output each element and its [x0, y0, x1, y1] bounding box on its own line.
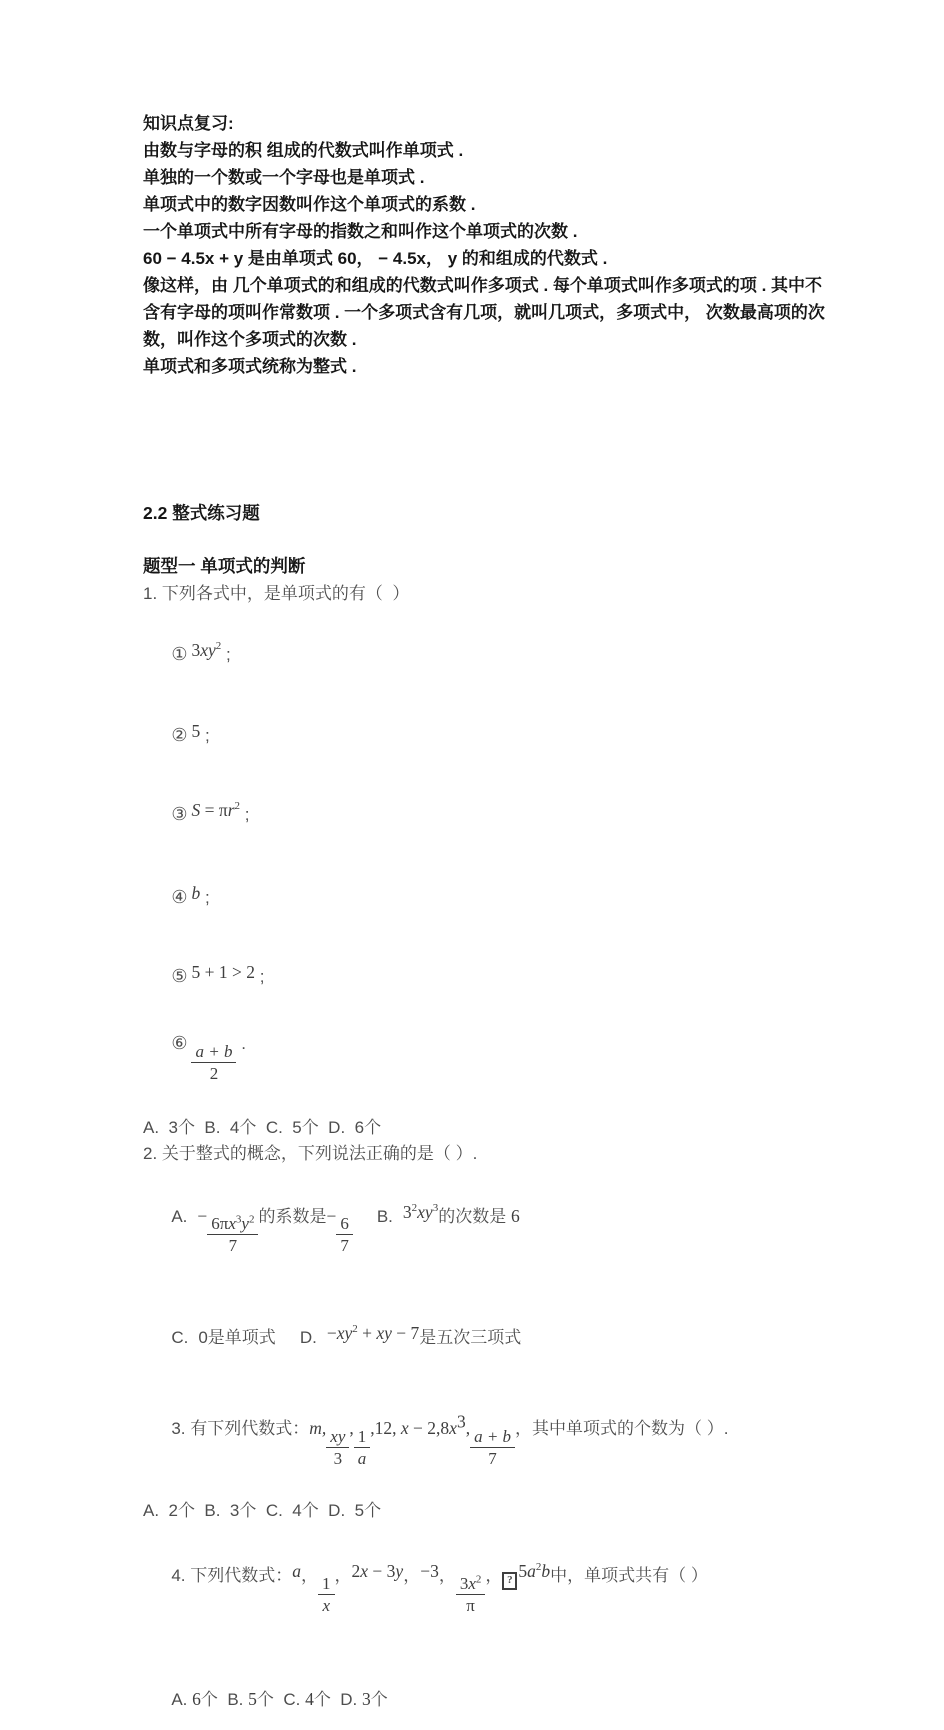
option-label-c: C. — [171, 1328, 189, 1348]
knowledge-title: 知识点复习: — [143, 114, 234, 133]
fraction-denominator: 7 — [488, 1449, 497, 1469]
math-number: 3 — [402, 1201, 412, 1222]
math-sign: − — [197, 1205, 208, 1226]
comma: ， — [334, 1566, 352, 1586]
math-variable: a — [292, 1561, 302, 1582]
math-operator: − 7 — [391, 1323, 420, 1344]
math-exponent: 2 — [215, 640, 222, 653]
math-exponent: 2 — [475, 1573, 482, 1586]
fraction-numerator: 6 — [336, 1214, 353, 1235]
option-b-text: 的次数是 — [438, 1206, 511, 1226]
math-run: − 2,8 — [408, 1418, 450, 1439]
math-variables: xy — [417, 1201, 433, 1222]
q1-item-3 — [143, 784, 827, 845]
q4-options — [143, 1665, 827, 1730]
fraction — [326, 1427, 349, 1468]
math-expression — [518, 1561, 550, 1582]
math-variable: x — [360, 1561, 369, 1582]
math-coefficient: 2 — [351, 1561, 361, 1582]
math-sign: − — [326, 1205, 337, 1226]
math-variable: b — [541, 1561, 551, 1582]
circled-number-2: ② — [171, 725, 188, 745]
q2-stem: 2. 关于整式的概念，下列说法正确的是（ ）. — [143, 1143, 478, 1163]
fraction — [191, 1042, 236, 1083]
q1-item-2 — [143, 705, 827, 766]
math-exponent: 2 — [234, 800, 241, 813]
punctuation: ; — [200, 726, 210, 745]
math-variable: y — [395, 1561, 404, 1582]
math-variable: m, — [309, 1418, 327, 1439]
comma: ， — [301, 1566, 319, 1586]
q1-item-5 — [143, 946, 827, 1007]
knowledge-line: 单独的一个数或一个字母也是单项式 . — [143, 168, 425, 187]
q1-item-1 — [143, 624, 827, 685]
fraction — [456, 1574, 486, 1615]
math-number: 6 — [510, 1205, 520, 1226]
math-expression — [191, 640, 221, 661]
fraction-denominator: 7 — [340, 1236, 349, 1256]
math-comma: , — [349, 1418, 354, 1439]
fraction — [318, 1574, 335, 1615]
math-variable: x — [468, 1573, 476, 1593]
option-label-a: A. — [171, 1689, 188, 1709]
fraction-numerator: a + b — [191, 1042, 236, 1063]
circled-number-4: ④ — [171, 887, 188, 907]
knowledge-line: 单项式中的数字因数叫作这个单项式的系数 . — [143, 195, 476, 214]
q1-options: A. 3个 B. 4个 C. 5个 D. 6个 — [143, 1117, 382, 1137]
option-d-unit: 个 — [370, 1689, 388, 1709]
q4-stem-row — [143, 1541, 827, 1635]
option-c-count: 4 — [305, 1688, 314, 1709]
math-exponent: 3 — [456, 1411, 466, 1432]
math-sign: − — [326, 1323, 337, 1344]
math-variables: xy — [376, 1323, 392, 1344]
math-expression — [191, 883, 200, 904]
fraction-numerator: xy — [326, 1427, 349, 1448]
math-variable: x — [228, 1214, 236, 1234]
math-coefficient: 5 — [518, 1561, 528, 1582]
math-expression — [191, 962, 255, 983]
fraction — [354, 1427, 371, 1468]
q3-options: A. 2个 B. 3个 C. 4个 D. 5个 — [143, 1501, 382, 1521]
punctuation: . — [236, 1034, 246, 1053]
option-d-text: 是五次三项式 — [419, 1328, 522, 1348]
knowledge-line: 60 − 4.5x + y 是由单项式 60， − 4.5x， y 的和组成的代数式 . — [143, 249, 608, 268]
circled-number-3: ③ — [171, 804, 188, 824]
section-title: 2.2 整式练习题 — [143, 503, 260, 523]
punctuation: ; — [240, 805, 250, 824]
math-comma: , — [465, 1418, 471, 1439]
fraction-numerator — [456, 1574, 486, 1595]
topic-title: 题型一 单项式的判断 — [143, 556, 306, 576]
fraction-denominator: π — [466, 1595, 475, 1615]
q4-lead-text: 下列代数式： — [190, 1566, 293, 1586]
fraction — [470, 1427, 515, 1468]
knowledge-line: 一个单项式中所有字母的指数之和叫作这个单项式的次数 . — [143, 222, 578, 241]
q2-options-cd-row — [143, 1303, 827, 1368]
math-operator: − 3 — [368, 1561, 396, 1582]
knowledge-line: 由数与字母的积 组成的代数式叫作单项式 . — [143, 141, 464, 160]
math-exponent: 2 — [535, 1561, 542, 1574]
circled-number-1: ① — [171, 644, 188, 664]
q2-options-ab-row — [143, 1182, 827, 1276]
math-expression — [191, 721, 200, 742]
math-exponent: 2 — [352, 1323, 358, 1336]
fraction — [336, 1214, 353, 1255]
option-a-count: 6 — [192, 1688, 201, 1709]
option-label-c: C. — [283, 1689, 301, 1709]
knowledge-section — [143, 110, 827, 380]
q3-number: 3. — [171, 1419, 186, 1439]
q1-item-4 — [143, 867, 827, 928]
fraction-denominator: 2 — [209, 1063, 219, 1083]
math-exponent: 2 — [411, 1201, 418, 1214]
math-run: ,12, — [370, 1418, 401, 1439]
math-expression — [403, 1202, 438, 1223]
math-variable: x — [449, 1418, 457, 1439]
option-b-unit: 个 — [256, 1689, 274, 1709]
math-variable: a — [527, 1561, 536, 1582]
fraction-denominator: 7 — [228, 1236, 238, 1256]
comma: ， — [438, 1566, 456, 1586]
option-a-text: 的系数是 — [258, 1206, 327, 1226]
punctuation: ; — [221, 645, 231, 664]
q1-item-6 — [143, 1013, 827, 1103]
math-variable: y — [241, 1214, 249, 1234]
math-coefficient: 3 — [459, 1573, 469, 1593]
q3-lead-text: 有下列代数式： — [190, 1419, 310, 1439]
q1-stem: 1. 下列各式中，是单项式的有（ ） — [143, 584, 410, 603]
fraction — [207, 1214, 258, 1255]
missing-glyph-box: ? — [502, 1572, 517, 1590]
math-operator: + — [357, 1323, 377, 1344]
q4-number: 4. — [171, 1566, 186, 1586]
math-inequality: 5 + 1 > 2 — [191, 962, 255, 982]
option-d-count: 3 — [362, 1688, 371, 1709]
circled-number-5: ⑤ — [171, 966, 188, 986]
fraction-numerator: 1 — [354, 1427, 371, 1448]
option-label-b: B. — [227, 1689, 244, 1709]
knowledge-line: 单项式和多项式统称为整式 . — [143, 357, 357, 376]
punctuation: ; — [254, 967, 265, 986]
fraction-denominator: 3 — [333, 1449, 343, 1469]
q3-tail-text: ，其中单项式的个数为（ ）. — [515, 1419, 729, 1439]
option-b-count: 5 — [248, 1688, 257, 1709]
knowledge-paragraph: 像这样，由 几个单项式的和组成的代数式叫作多项式 . 每个单项式叫作多项式的项 . 其中不含有字母的项叫作常数项 . 一个多项式含有几项，就叫几项式，多项式中， 次数最高项的次数，叫作这个多项式的次数 . — [143, 276, 825, 349]
math-variables: xy — [200, 640, 216, 660]
math-operator: = π — [200, 800, 228, 820]
math-number: −3 — [420, 1561, 439, 1582]
math-exponent: 3 — [235, 1213, 242, 1226]
option-a-unit: 个 — [200, 1689, 218, 1709]
page-content — [143, 110, 827, 1730]
q3-stem-row — [143, 1394, 827, 1488]
fraction-numerator: 1 — [318, 1574, 335, 1595]
math-variable: b — [191, 883, 201, 903]
option-label-d: D. — [299, 1328, 317, 1348]
math-variable: x — [400, 1418, 409, 1439]
math-exponent: 3 — [432, 1201, 439, 1214]
option-label-a: A. — [171, 1206, 188, 1226]
option-c-text: 0是单项式 — [198, 1328, 276, 1348]
option-label-b: B. — [376, 1206, 393, 1226]
math-expression — [191, 800, 240, 821]
math-expression — [309, 1418, 326, 1438]
fraction-numerator — [207, 1214, 258, 1235]
fraction-numerator: a + b — [470, 1427, 515, 1448]
punctuation: ; — [200, 888, 210, 907]
math-coefficient: 3 — [191, 640, 201, 660]
circled-number-6: ⑥ — [171, 1033, 188, 1053]
math-variable: r — [227, 800, 235, 820]
fraction-denominator: a — [357, 1449, 367, 1469]
math-variables: xy — [336, 1323, 353, 1344]
option-c-unit: 个 — [313, 1689, 331, 1709]
math-variable: S — [191, 800, 201, 820]
comma: ， — [403, 1566, 421, 1586]
math-exponent: 2 — [248, 1213, 255, 1226]
math-number: 5 — [191, 721, 201, 741]
comma: ， — [485, 1566, 503, 1586]
option-label-d: D. — [340, 1689, 358, 1709]
fraction-denominator: x — [322, 1595, 331, 1615]
math-coefficient: 6π — [211, 1214, 229, 1234]
q4-tail-text: 中，单项式共有（ ） — [550, 1566, 708, 1586]
math-expression — [352, 1561, 404, 1582]
